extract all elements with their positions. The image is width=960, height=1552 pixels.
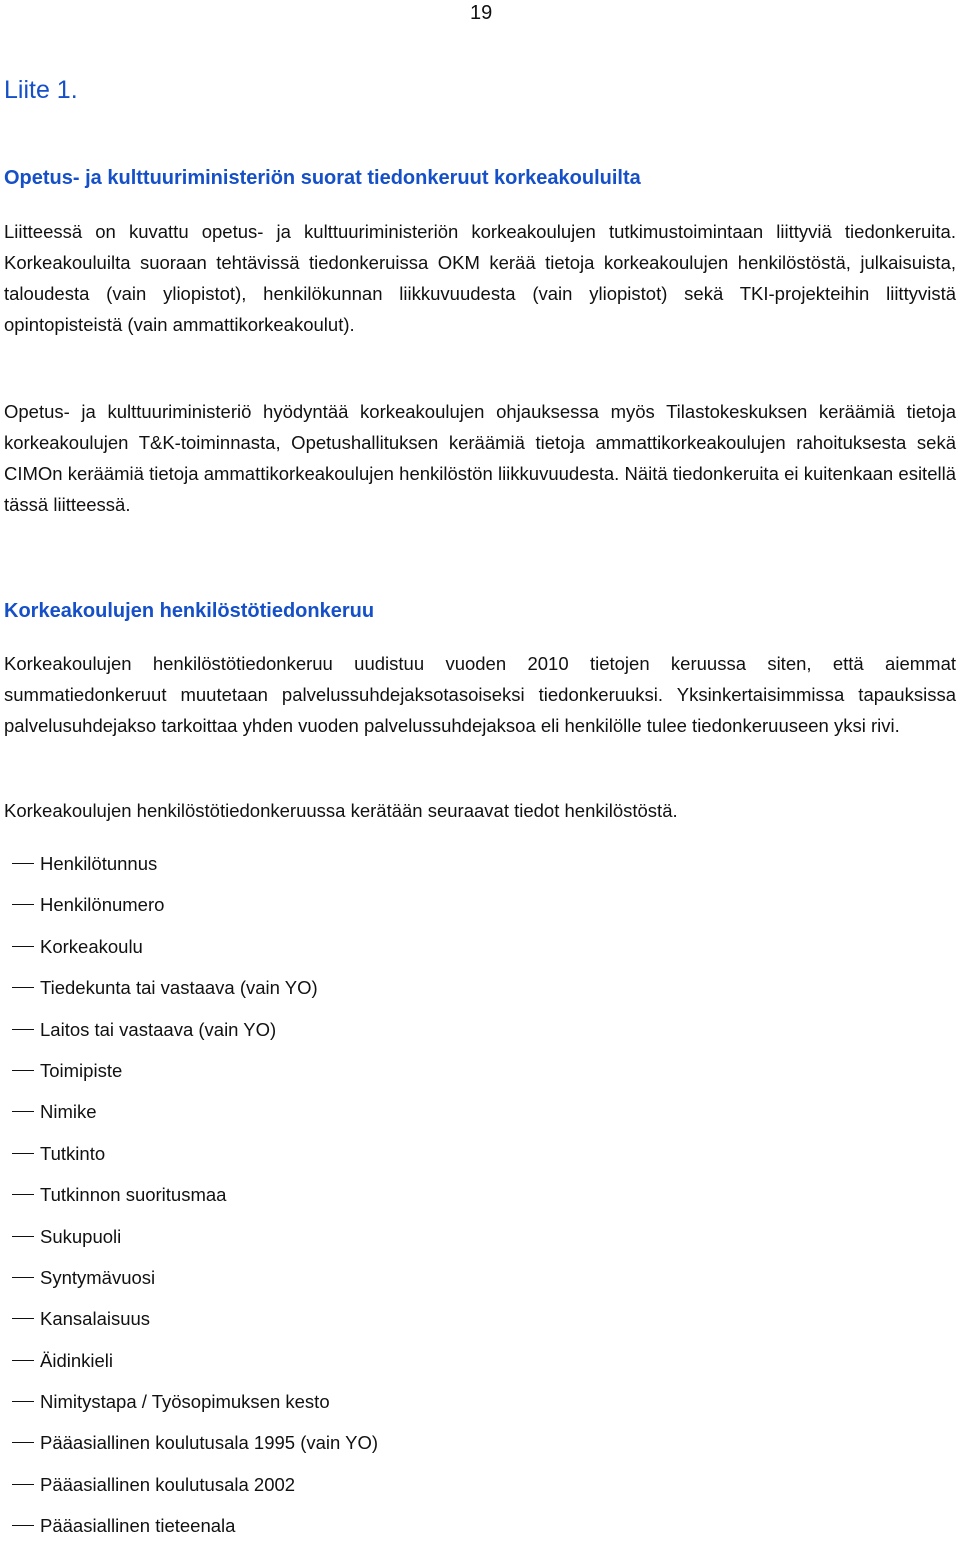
other-sources-paragraph: Opetus- ja kulttuuriministeriö hyödyntää korkeakoulujen ohjauksessa myös Tilastokeskuksen keräämiä tietoja korkeakoulujen T&K-toiminnasta, Opetushallituksen keräämiä tietoja ammattikorkeakoulujen rahoituksesta sekä CIMOn keräämiä tietoja ammattikorkeakoulujen henkilöstön liikkuvuudesta. Näitä tiedonkeruita ei kuitenkaan esitellä tässä liitteessä. bbox=[4, 401, 956, 515]
dash-bullet-icon bbox=[12, 1236, 34, 1237]
list-item-label: Nimitystapa / Työsopimuksen kesto bbox=[40, 1391, 330, 1413]
list-item-label: Henkilönumero bbox=[40, 894, 165, 916]
annex-title: Liite 1. bbox=[4, 76, 78, 104]
list-item-label: Pääasiallinen koulutusala 1995 (vain YO) bbox=[40, 1432, 379, 1454]
dash-bullet-icon bbox=[12, 1525, 34, 1526]
list-item bbox=[0, 1014, 378, 1055]
list-item-label: Tutkinto bbox=[40, 1142, 106, 1164]
dash-bullet-icon bbox=[12, 1277, 34, 1278]
dash-bullet-icon bbox=[12, 1029, 34, 1030]
list-item bbox=[0, 1303, 378, 1344]
list-item-label: Laitos tai vastaava (vain YO) bbox=[40, 1018, 277, 1040]
list-item bbox=[0, 1427, 378, 1468]
list-item-label: Sukupuoli bbox=[40, 1225, 122, 1247]
list-item bbox=[0, 972, 378, 1013]
page-number: 19 bbox=[470, 2, 493, 24]
dash-bullet-icon bbox=[12, 987, 34, 988]
intro-paragraph: Liitteessä on kuvattu opetus- ja kulttuuriministeriön korkeakoulujen tutkimustoimintaan liittyviä tiedonkeruita. Korkeakouluilta suoraan tehtävissä tiedonkeruissa OKM kerää tietoja korkeakoulujen henkilöstöstä, julkaisuista, taloudesta (vain yliopistot), henkilökunnan liikkuvuudesta (vain yliopistot) sekä TKI-projekteihin liittyvistä opintopisteistä (vain ammattikorkeakoulut). bbox=[4, 221, 956, 335]
list-item-label: Tiedekunta tai vastaava (vain YO) bbox=[40, 977, 318, 999]
list-item-label: Tutkinnon suoritusmaa bbox=[40, 1184, 227, 1206]
list-item bbox=[0, 1469, 378, 1510]
list-item-label: Henkilötunnus bbox=[40, 853, 158, 874]
section-title-ministry-collections: Opetus- ja kulttuuriministeriön suorat tiedonkeruut korkeakouluilta bbox=[4, 167, 641, 189]
list-item bbox=[0, 1138, 378, 1179]
personnel-field-list bbox=[0, 848, 378, 1552]
dash-bullet-icon bbox=[12, 1484, 34, 1485]
list-item bbox=[0, 889, 378, 930]
list-item-label: Äidinkieli bbox=[40, 1349, 114, 1371]
list-item bbox=[0, 931, 378, 972]
dash-bullet-icon bbox=[12, 863, 34, 864]
list-item bbox=[0, 1386, 378, 1427]
dash-bullet-icon bbox=[12, 1153, 34, 1154]
list-item-label: Toimipiste bbox=[40, 1059, 123, 1081]
list-item bbox=[0, 1262, 378, 1303]
personnel-reform-paragraph: Korkeakoulujen henkilöstötiedonkeruu uudistuu vuoden 2010 tietojen keruussa siten, että aiemmat summatiedonkeruut muutetaan palvelussuhdejaksotasoiseksi tiedonkeruuksi. Yksinkertaisimmissa tapauksissa palvelusuhdejakso tarkoittaa yhden vuoden palvelussuhdejaksoa eli henkilölle tulee tiedonkeruuseen yksi rivi. bbox=[4, 653, 956, 736]
list-item bbox=[0, 1345, 378, 1386]
dash-bullet-icon bbox=[12, 946, 34, 947]
dash-bullet-icon bbox=[12, 1442, 34, 1443]
list-item-label: Syntymävuosi bbox=[40, 1266, 156, 1288]
list-item-label: Nimike bbox=[40, 1101, 97, 1123]
list-item bbox=[0, 1510, 378, 1551]
dash-bullet-icon bbox=[12, 1194, 34, 1195]
dash-bullet-icon bbox=[12, 1360, 34, 1361]
list-item-label: Pääasiallinen tieteenala bbox=[40, 1515, 236, 1537]
dash-bullet-icon bbox=[12, 1318, 34, 1319]
list-item bbox=[0, 848, 378, 889]
dash-bullet-icon bbox=[12, 904, 34, 905]
list-item bbox=[0, 1096, 378, 1137]
dash-bullet-icon bbox=[12, 1401, 34, 1402]
section-title-personnel-collection: Korkeakoulujen henkilöstötiedonkeruu bbox=[4, 600, 375, 622]
personnel-fields-intro: Korkeakoulujen henkilöstötiedonkeruussa kerätään seuraavat tiedot henkilöstöstä. bbox=[4, 800, 678, 821]
list-item bbox=[0, 1179, 378, 1220]
dash-bullet-icon bbox=[12, 1070, 34, 1071]
list-item bbox=[0, 1055, 378, 1096]
list-item-label: Korkeakoulu bbox=[40, 935, 143, 957]
list-item bbox=[0, 1221, 378, 1262]
list-item-label: Kansalaisuus bbox=[40, 1308, 151, 1330]
dash-bullet-icon bbox=[12, 1111, 34, 1112]
list-item-label: Pääasiallinen koulutusala 2002 bbox=[40, 1473, 296, 1495]
